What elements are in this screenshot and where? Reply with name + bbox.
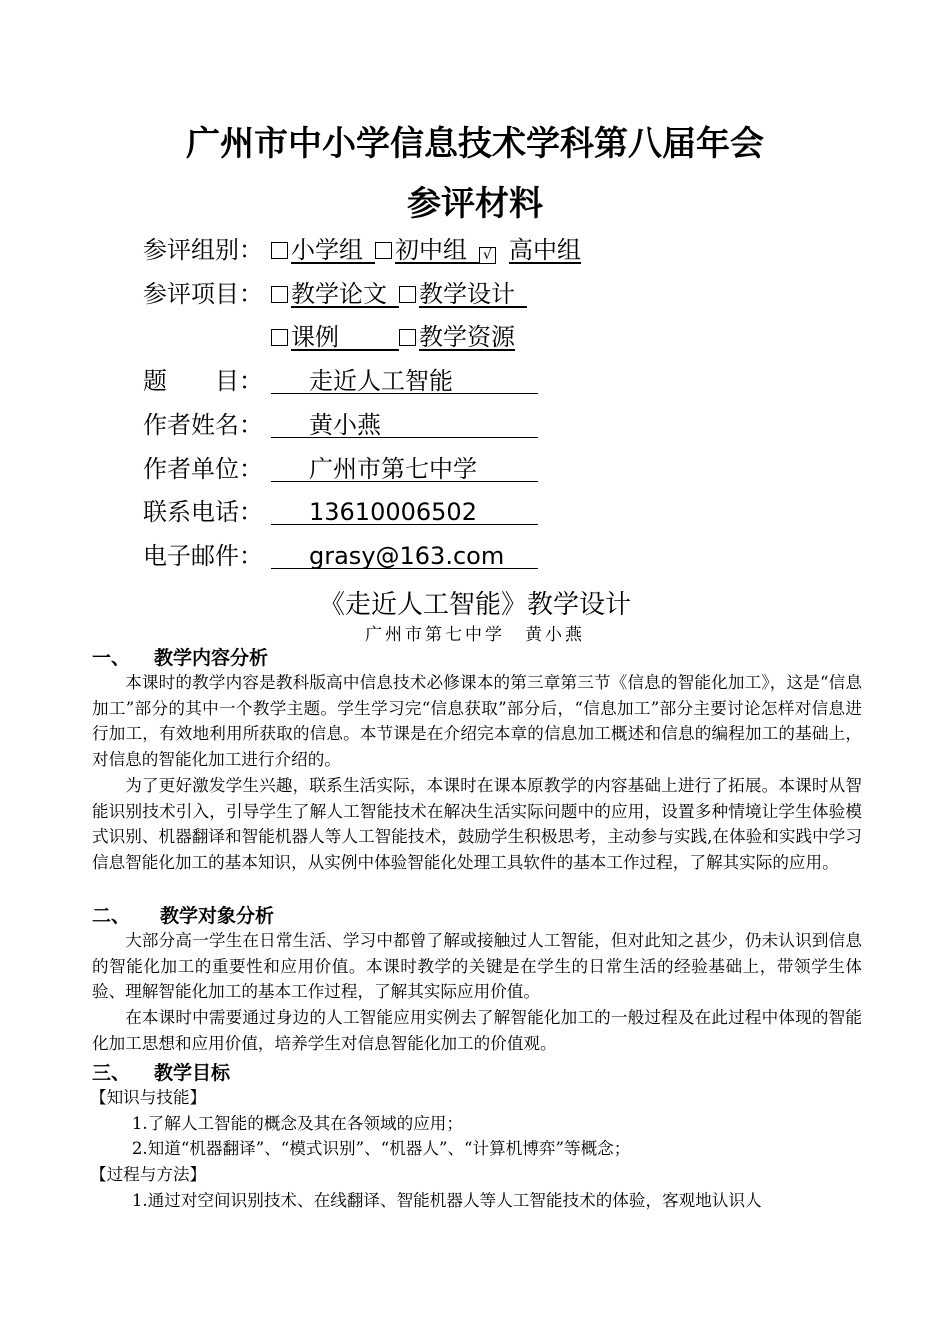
cover-title: 广州市中小学信息技术学科第八届年会 <box>186 124 764 164</box>
paragraph: 在本课时中需要通过身边的人工智能应用实例去了解智能化加工的一般过程及在此过程中体现的智能化加工思想和应用价值，培养学生对信息智能化加工的价值观。 <box>92 1008 862 1053</box>
section-heading: 一、 教学内容分析 <box>92 647 269 669</box>
checkbox-unchecked-icon[interactable] <box>271 329 288 346</box>
objective-item: 2.知道“机器翻译”、“模式识别”、“机器人”、“计算机博弈”等概念； <box>131 1139 631 1159</box>
checkbox-unchecked-icon[interactable] <box>399 286 416 303</box>
email-label: 电子邮件： <box>143 542 263 570</box>
email-row <box>143 539 505 573</box>
group-row <box>143 233 581 267</box>
section-content-analysis <box>92 646 862 876</box>
option-paper[interactable]: 教学论文 <box>271 277 399 311</box>
option-primary[interactable]: 小学组 <box>271 233 363 267</box>
doc-author: 广州市第七中学 黄小燕 <box>365 625 585 645</box>
author-row <box>143 408 381 442</box>
objective-group-heading: 【过程与方法】 <box>90 1165 207 1185</box>
unit-row <box>143 452 477 486</box>
checkbox-checked-icon[interactable]: √ <box>479 247 496 264</box>
unit-value: 广州市第七中学 <box>271 452 538 482</box>
checkbox-unchecked-icon[interactable] <box>399 329 416 346</box>
section-heading: 三、 教学目标 <box>92 1062 231 1084</box>
objective-group-heading: 【知识与技能】 <box>90 1088 207 1107</box>
option-resource[interactable]: 教学资源 <box>399 320 515 354</box>
section-heading: 二、 教学对象分析 <box>92 905 275 927</box>
group-label: 参评组别： <box>143 236 263 264</box>
author-value: 黄小燕 <box>271 408 538 438</box>
option-senior[interactable]: √ 高中组 <box>479 233 581 267</box>
phone-label: 联系电话： <box>143 498 263 526</box>
topic-label: 题 目： <box>143 367 263 395</box>
checkbox-unchecked-icon[interactable] <box>271 286 288 303</box>
objective-item: 1.了解人工智能的概念及其在各领域的应用； <box>131 1113 463 1133</box>
project-row <box>143 277 527 311</box>
paragraph: 大部分高一学生在日常生活、学习中都曾了解或接触过人工智能，但对此知之甚少，仍未认识到信息的智能化加工的重要性和应用价值。本课时教学的关键是在学生的日常生活的经验基础上，带领学生体验、理解智能化加工的基本工作过程，了解其实际应用价值。 <box>92 931 862 1002</box>
author-label: 作者姓名： <box>143 411 263 439</box>
option-junior[interactable]: 初中组 <box>375 233 467 267</box>
objective-item: 1.通过对空间识别技术、在线翻译、智能机器人等人工智能技术的体验，客观地认识人 <box>131 1190 762 1210</box>
project-row-2 <box>143 320 515 354</box>
checkbox-unchecked-icon[interactable] <box>271 242 288 259</box>
section-objectives <box>92 1061 862 1214</box>
topic-row <box>143 364 453 398</box>
unit-label: 作者单位： <box>143 455 263 483</box>
project-label: 参评项目： <box>143 280 263 308</box>
topic-value: 走近人工智能 <box>271 364 538 394</box>
phone-row <box>143 495 477 529</box>
email-value: grasy@163.com <box>271 539 538 569</box>
phone-value: 13610006502 <box>271 495 538 525</box>
paragraph: 为了更好激发学生兴趣，联系生活实际，本课时在课本原教学的内容基础上进行了拓展。本课时从智能识别技术引入，引导学生了解人工智能技术在解决生活实际问题中的应用，设置多种情境让学生体验模式识别、机器翻译和智能机器人等人工智能技术，鼓励学生积极思考，主动参与实践,在体验和实践中学习信息智能化加工的基本知识，从实例中体验智能化处理工具软件的基本工作过程，了解其实际的应用。 <box>92 775 862 872</box>
doc-title: 《走近人工智能》教学设计 <box>318 590 631 620</box>
section-audience-analysis <box>92 904 862 1057</box>
paragraph: 本课时的教学内容是教科版高中信息技术必修课本的第三章第三节《信息的智能化加工》，这是“信息加工”部分的其中一个教学主题。学生学习完“信息获取”部分后，“信息加工”部分主要讨论怎样对信息进行加工，有效地利用所获取的信息。本节课是在介绍完本章的信息加工概述和信息的编程加工的基础上，对信息的智能化加工进行介绍的。 <box>92 673 862 770</box>
cover-subtitle: 参评材料 <box>407 184 543 224</box>
option-lesson[interactable]: 课例 <box>271 320 399 354</box>
option-design[interactable]: 教学设计 <box>399 277 527 311</box>
checkbox-unchecked-icon[interactable] <box>375 242 392 259</box>
